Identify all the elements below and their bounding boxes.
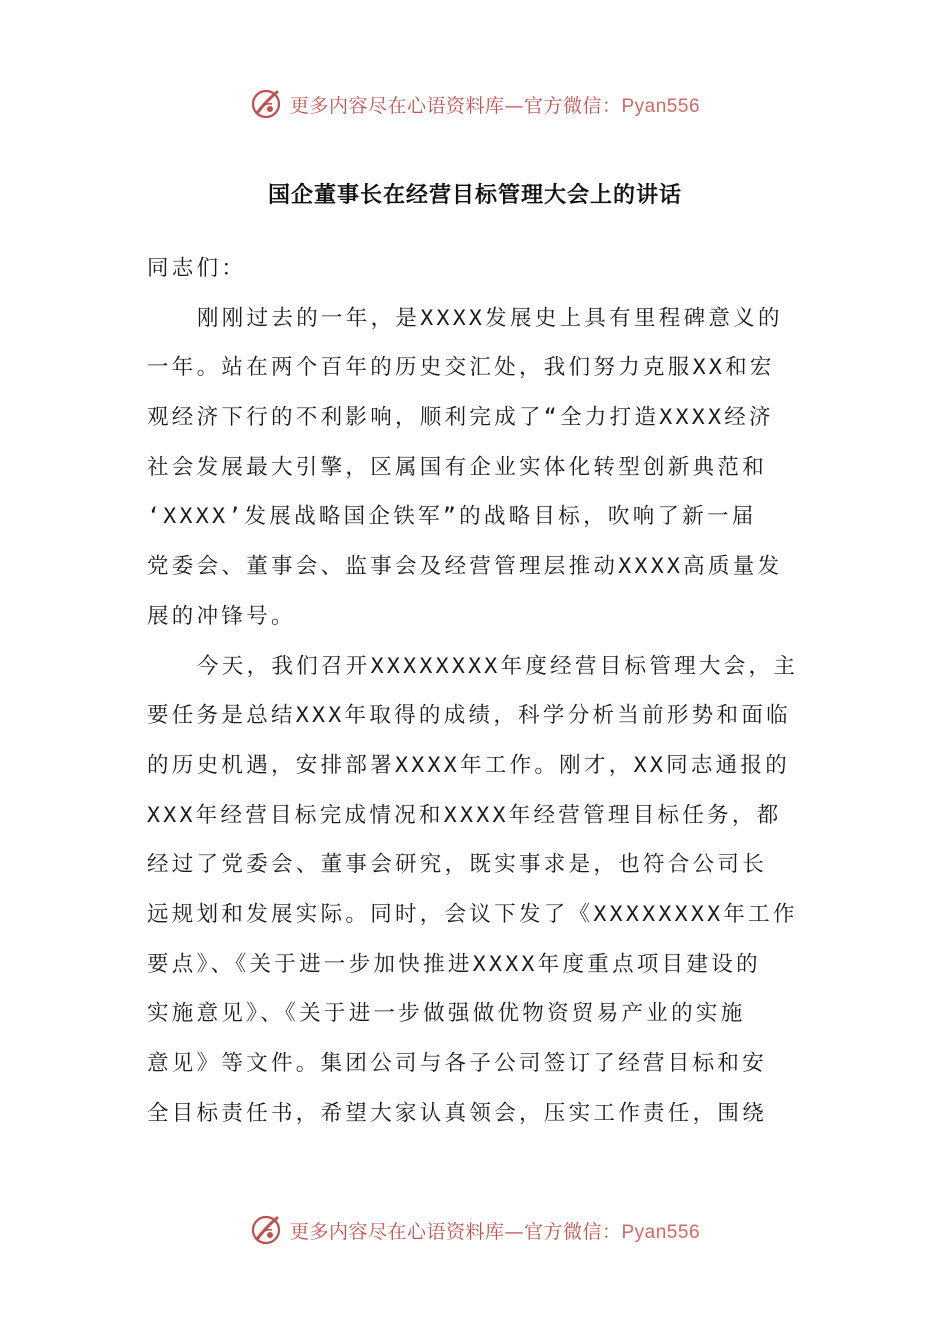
paragraph-1-line: 社会发展最大引擎，区属国有企业实体化转型创新典范和 <box>147 454 768 480</box>
paragraph-2-line: 今天，我们召开XXXXXXXX年度经营目标管理大会，主 <box>197 653 799 679</box>
wechat-handle: Pyan556 <box>621 1221 701 1243</box>
document-title: 国企董事长在经营目标管理大会上的讲话 <box>267 182 682 208</box>
paragraph-1-line: 展的冲锋号。 <box>147 603 296 629</box>
paragraph-2-line: 意见》等文件。集团公司与各子公司签订了经营目标和安 <box>147 1051 768 1076</box>
paragraph-2-line: XXX年经营目标完成情况和XXXX年经营管理目标任务，都 <box>147 802 782 828</box>
paragraph-2-line: 的历史机遇，安排部署XXXX年工作。刚才，XX同志通报的 <box>147 752 791 778</box>
header-watermark-banner <box>0 84 950 124</box>
document-body <box>147 244 807 1138</box>
pen-logo-icon <box>250 1213 284 1247</box>
paragraph-1-line: 党委会、董事会、监事会及经营管理层推动XXXX高质量发 <box>147 554 783 580</box>
header-watermark-text: 更多内容尽在心语资料库—官方微信：Pyan556 <box>289 94 701 117</box>
paragraph-2-line: 要点》、《关于进一步加快推进XXXX年度重点项目建设的 <box>147 951 761 977</box>
salutation: 同志们： <box>147 256 247 281</box>
paragraph-2-line: 远规划和发展实际。同时，会议下发了《XXXXXXXX年工作 <box>147 901 798 927</box>
footer-watermark-banner <box>0 1210 950 1250</box>
footer-watermark-text: 更多内容尽在心语资料库—官方微信：Pyan556 <box>289 1220 701 1243</box>
paragraph-2-line: 要任务是总结XXX年取得的成绩，科学分析当前形势和面临 <box>147 703 791 729</box>
paragraph-2-line: 经过了党委会、董事会研究，既实事求是，也符合公司长 <box>147 852 768 878</box>
wechat-handle: Pyan556 <box>621 95 701 117</box>
paragraph-1-line: 刚刚过去的一年，是XXXX发展史上具有里程碑意义的 <box>197 305 783 331</box>
paragraph-1-line: 观经济下行的不利影响，顺利完成了“全力打造XXXX经济 <box>147 405 774 431</box>
pen-logo-icon <box>250 87 284 121</box>
paragraph-1-line: ‘XXXX’发展战略国企铁军”的战略目标，吹响了新一届 <box>147 504 757 530</box>
paragraph-1-line: 一年。站在两个百年的历史交汇处，我们努力克服XX和宏 <box>147 355 775 381</box>
paragraph-2-line: 全目标责任书，希望大家认真领会，压实工作责任，围绕 <box>147 1100 768 1126</box>
paragraph-2-line: 实施意见》、《关于进一步做强做优物资贸易产业的实施 <box>147 1001 746 1027</box>
